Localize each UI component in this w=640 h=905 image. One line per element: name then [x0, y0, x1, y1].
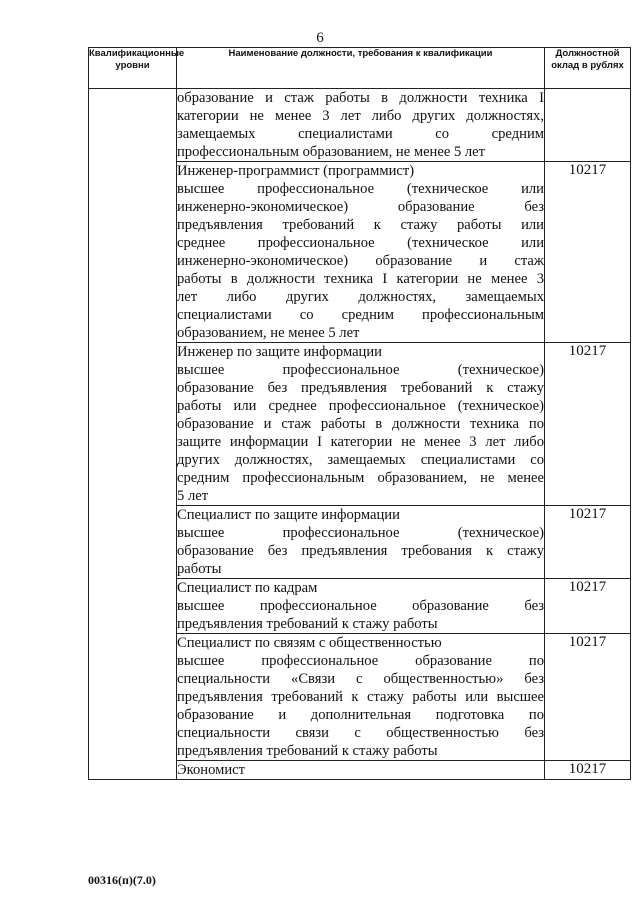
position-text-line: лет либо других должностях, замещаемых — [177, 289, 544, 305]
position-cell — [177, 761, 545, 780]
salary-cell: 10217 — [545, 343, 631, 506]
position-title: Специалист по кадрам — [177, 580, 318, 596]
position-text-line: средним профессиональным образованием, не менее — [177, 470, 544, 486]
position-text-line: профессиональным образованием, не менее 5 лет — [177, 144, 486, 160]
qualification-level-cell — [89, 89, 177, 780]
position-text-line: защите информации I категории не менее 3 лет либо — [177, 434, 544, 450]
header-position-requirements: Наименование должности, требования к квалификации — [177, 48, 545, 89]
position-text-line: образование и дополнительная подготовка по — [177, 707, 544, 723]
position-cell — [177, 506, 545, 579]
position-text-line: специальности «Связи с общественностью» без — [177, 671, 544, 687]
position-text-line: работы — [177, 561, 222, 577]
position-text-line: высшее профессиональное (техническое) — [177, 525, 544, 541]
position-text-line: высшее профессиональное образование без — [177, 598, 544, 614]
table-header-row — [89, 48, 631, 89]
salary-cell: 10217 — [545, 579, 631, 634]
position-text-line: среднее профессиональное (техническое или — [177, 235, 544, 251]
position-text-line: высшее профессиональное образование по — [177, 653, 544, 669]
position-text-line: предъявления требований к стажу работы — [177, 743, 438, 759]
salary-cell: 10217 — [545, 761, 631, 780]
position-text-line: предъявления требований к стажу работы или высшее — [177, 689, 544, 705]
position-title: Специалист по связям с общественностью — [177, 635, 442, 651]
position-text-line: образованием, не менее 5 лет — [177, 325, 360, 341]
salary-cell: 10217 — [545, 506, 631, 579]
position-text-line: предъявления требований к стажу работы — [177, 616, 438, 632]
position-title: Инженер-программист (программист) — [177, 163, 415, 179]
position-text-line: других должностях, замещаемых специалистами со — [177, 452, 544, 468]
position-title: Инженер по защите информации — [177, 344, 382, 360]
position-text-line: работы в должности техника I категории не менее 3 — [177, 271, 544, 287]
position-text-line: замещаемых специалистами со средним — [177, 126, 544, 142]
position-text-line: категории не менее 3 лет либо других должностях, — [177, 108, 544, 124]
position-cell — [177, 634, 545, 761]
position-text-line: образование и стаж работы в должности техника I — [177, 90, 544, 106]
salary-cell: 10217 — [545, 634, 631, 761]
position-text-line: высшее профессиональное (техническое) — [177, 362, 544, 378]
position-title: Экономист — [177, 762, 246, 778]
document-code: 00316(п)(7.0) — [88, 873, 156, 887]
table-row — [89, 89, 631, 162]
header-salary: Должностной оклад в рублях — [545, 48, 631, 89]
position-text-line: работы или среднее профессиональное (техническое) — [177, 398, 544, 414]
header-qualification-levels: Квалификационные уровни — [89, 48, 177, 89]
salary-cell — [545, 89, 631, 162]
position-cell — [177, 579, 545, 634]
position-cell — [177, 162, 545, 343]
position-text-line: образование без предъявления требования к стажу — [177, 543, 544, 559]
position-cell — [177, 89, 545, 162]
position-title: Специалист по защите информации — [177, 507, 400, 523]
position-text-line: инженерно-экономическое) образование и стаж — [177, 253, 544, 269]
position-cell — [177, 343, 545, 506]
position-text-line: высшее профессиональное (техническое или — [177, 181, 544, 197]
position-text-line: специалистами со средним профессиональным — [177, 307, 544, 323]
position-text-line: предъявления требований к стажу работы или — [177, 217, 544, 233]
position-text-line: инженерно-экономическое) образование без — [177, 199, 544, 215]
position-text-line: 5 лет — [177, 488, 209, 504]
page-number: 6 — [316, 30, 324, 46]
position-text-line: специальности связи с общественностью без — [177, 725, 544, 741]
position-text-line: образование и стаж работы в должности техника по — [177, 416, 544, 432]
table-body — [89, 89, 631, 780]
position-text-line: образование без предъявления требований к стажу — [177, 380, 544, 396]
qualification-table — [88, 47, 631, 780]
salary-cell: 10217 — [545, 162, 631, 343]
